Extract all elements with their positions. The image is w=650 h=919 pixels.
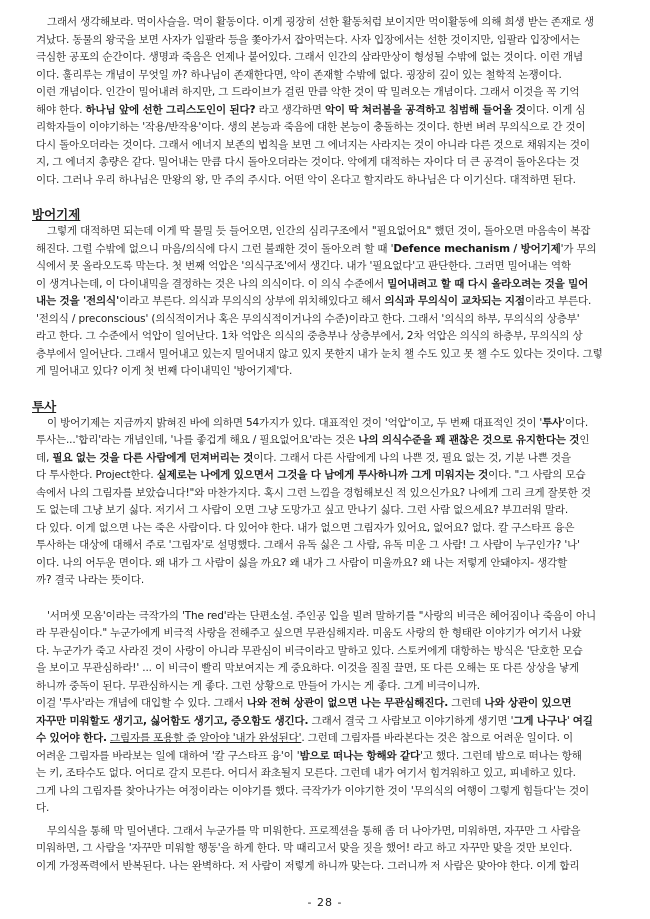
text-run: 는 키, 조타수도 없다. 어디로 갈지 모른다. 어디서 좌초될지 모른다. 그런데 내가 여기서 힘겨워하고 있고, 피네하고 있다. <box>36 767 576 779</box>
text-run: 라 무관심이다." 누군가에게 비극적 사랑을 전해주고 싶으면 무관심해지라. 미움도 사랑의 한 형태란 이야기가 여기서 나왔 <box>36 627 582 639</box>
text-run: 도 없는데 그냥 보기 싫다. 저기서 그 사람이 오면 그냥 도망가고 싶고 만나기 싫다. 그런 사람 없으세요? 부끄러워 말라. <box>36 504 569 516</box>
text-line <box>36 485 620 503</box>
text-line <box>36 783 620 801</box>
text-line <box>36 432 620 450</box>
text-run: 투사는...'합리'라는 개념인데, '나를 좋겁게 해요 / 필요없어요'라는 것은 <box>36 434 359 446</box>
text-line <box>36 346 620 364</box>
text-run: 해진다. 그럴 수밖에 없으니 마음/의식에 다시 그런 불쾌한 것이 돌아오려 할 때 ' <box>36 242 394 255</box>
text-run: 투사하는 대상에 대해서 주로 '그림자'로 설명했다. 그래서 유독 싫은 그 사람, 유독 미운 그 사람! 그 사람이 누구인가? '나' <box>36 539 580 551</box>
text-run: 라고 생각하면 <box>255 103 325 116</box>
text-run: 다시 돌아오더라는 것이다. 그래서 에너지 보존의 법칙을 보면 그 에너지는 사라지는 것이 아니라 다른 것으로 채워지는 것이 <box>36 138 590 151</box>
text-run: 이 방어기제는 지금까지 밝혀진 바에 의하면 54가지가 있다. 대표적인 것이 '억압'이고, 두 번째 대표적인 것이 ' <box>47 416 543 429</box>
text-run: 이다. 이게 심 <box>525 103 586 116</box>
text-line <box>36 415 620 433</box>
paragraph-predation <box>36 14 620 189</box>
bold-text-run: 내는 것을 '전의식' <box>36 295 120 307</box>
text-line <box>36 520 620 538</box>
text-line <box>36 102 620 120</box>
text-line <box>36 172 620 190</box>
section-heading-defense-mechanism: 방어기제 <box>32 207 81 222</box>
text-line <box>36 823 620 841</box>
text-run: '서머셋 모옴'이라는 극작가의 'The red'라는 단편소설. 주인공 입을 빌려 말하기를 "사랑의 비극은 헤어짐이나 죽음이 아니 <box>47 609 596 622</box>
text-run: 미워하면, 그 사람을 '자꾸만 미워할 행동'을 하게 한다. 막 때리고서 맞을 짓을 했어! 라고 하고 자꾸만 맞을 것만 보인다. <box>36 842 573 854</box>
text-line <box>36 748 620 766</box>
text-line <box>36 800 620 818</box>
text-run: 이다. 그래서 다른 사람에게 나의 나쁜 것, 필요 없는 것, 기분 나쁜 것을 <box>253 451 571 464</box>
text-line <box>36 467 620 485</box>
page-number: - 28 - <box>307 896 343 909</box>
text-run: 해야 한다. <box>36 103 86 116</box>
text-line <box>36 643 620 661</box>
paragraph-defense-mechanism <box>36 223 620 381</box>
text-line <box>36 765 620 783</box>
text-line <box>36 713 620 731</box>
bold-text-run: 실제로는 나에게 있으면서 그것을 다 남에게 투사하니까 그게 미워지는 것 <box>156 469 489 481</box>
underlined-text-run: 그림자를 포용할 줄 알아야 '내가 완성된다' <box>110 732 302 744</box>
text-run: 이다. 훌리루는 개념이 무엇일 까? 하나님이 존재한다면, 악이 존재할 수밖에 없다. 굉장히 깊이 있는 철학적 논쟁이다. <box>36 68 562 81</box>
section-heading-projection: 투사 <box>32 398 57 414</box>
text-line <box>36 119 620 137</box>
text-run: 까? 결국 나라는 뜻이다. <box>36 574 145 586</box>
bold-text-run: 나와 상관이 있으면 <box>484 697 572 709</box>
text-line <box>36 223 620 241</box>
text-line <box>36 311 620 329</box>
text-run: 이다. 나의 어두운 면이다. 왜 내가 그 사람이 싫을 까요? 왜 내가 그 사람이 미울까요? 왜 나는 저렇게 안돼야지- 생각할 <box>36 556 568 569</box>
text-run: '고 했다. 그런데 밤으로 떠나는 항해 <box>420 749 582 762</box>
bold-text-run: 밀어내려고 할 때 다시 올라오려는 것을 밀어 <box>387 277 589 290</box>
text-line <box>36 840 620 858</box>
bold-text-run: 하나님 앞에 선한 그리스도인이 된다? <box>85 103 256 116</box>
bold-text-run: 필요 없는 것을 다른 사람에게 던져버리는 것 <box>52 451 254 464</box>
text-line <box>36 660 620 678</box>
text-run: '전의식 / preconscious' (의식적이거나 혹은 무의식적이거나의 수준)이라고 한다. 그래서 '의식의 하부, 무의식의 상층부' <box>36 312 580 325</box>
text-run: 이다. 그러나 우리 하나님은 만왕의 왕, 만 주의 주시다. 어떤 악이 온다고 할지라도 하나님은 다 이기신다. 대적하면 된다. <box>36 173 576 186</box>
text-line <box>36 67 620 85</box>
text-line <box>36 258 620 276</box>
text-run: 겨났다. 동물의 왕국을 보면 사자가 임팔라 등을 쫓아가서 잡아먹는다. 사자 입장에서는 선한 것이지만, 임팔라 입장에서는 <box>36 33 580 46</box>
text-run: 이라고 부른다. <box>524 295 592 307</box>
text-run: 어려운 그림자를 바라보는 일에 대하여 '칼 구스타프 융'이 ' <box>36 749 300 762</box>
bold-text-run: 여길 <box>572 714 593 727</box>
text-run: . 그런데 그림자를 바라본다는 것은 참으로 어려운 일이다. 이 <box>301 732 574 744</box>
bold-text-run: 투사 <box>542 416 563 429</box>
text-line <box>36 328 620 346</box>
bold-text-run: 악이 딱 쳐러봄을 공격하고 침범해 들어올 것 <box>324 103 526 116</box>
text-run: 이 생겨나는데, 이 다이내믹을 결정하는 것은 나의 의식이다. 이 의식 수준에서 <box>36 277 388 290</box>
text-line <box>36 537 620 555</box>
text-line <box>36 678 620 696</box>
text-line <box>36 730 620 748</box>
text-run: 이라고 부른다. 의식과 무의식의 상부에 위치해있다고 해서 <box>119 295 385 307</box>
text-run: 라고 한다. 그 수준에서 억압이 일어난다. 1차 억압은 의식의 중층부나 상층부에서, 2차 억압은 의식의 하층부, 무의식의 상 <box>36 330 583 342</box>
text-line <box>36 363 620 381</box>
text-run: '가 무의 <box>560 242 597 255</box>
text-line <box>36 154 620 172</box>
text-line <box>36 241 620 259</box>
paragraph-somerset-maugham <box>36 608 620 818</box>
paragraph-projection <box>36 415 620 590</box>
text-run: 층부에서 일어난다. 그래서 밀어내고 있는지 밀어내지 않고 있지 못한지 내가 눈치 챌 수도 있고 못 챌 수도 있다는 것이다. 그렇 <box>36 347 603 360</box>
bold-text-run: 나의 의식수준을 꽤 괜찮은 것으로 유지한다는 것 <box>358 434 580 446</box>
text-run: 이런 개념이다. 인간이 밀어내려 하지만, 그 드라이브가 걸린 만큼 악한 것이 딱 밀려오는 개념이다. 그래서 이것을 꼭 기억 <box>36 86 580 98</box>
text-run: 이다. "그 사람의 모습 <box>488 469 586 481</box>
text-run: 하니까 중독이 된다. 무관심하시는 게 좋다. 그런 상황으로 만들어 가시는 게 좋다. 그게 비극이니까. <box>36 679 480 692</box>
text-run: 그래서 생각해보라. 먹이사슬을. 먹이 활동이다. 이게 굉장히 선한 활동처럼 보이지만 먹이활동에 의해 희생 받는 존재로 생 <box>47 16 595 28</box>
text-run: 이걸 '투사'라는 개념에 대입할 수 있다. 그래서 <box>36 697 247 709</box>
bold-text-run: 그게 나구나 <box>513 714 567 727</box>
text-run: 무의식을 통해 막 밀어낸다. 그래서 누군가를 막 미워한다. 프로젝션을 통해 좀 더 나아가면, 미워하면, 자꾸만 그 사람을 <box>47 824 581 837</box>
text-run: 인 <box>579 434 590 446</box>
text-line <box>36 14 620 32</box>
text-run: 다. <box>36 802 50 814</box>
text-line <box>36 276 620 294</box>
text-line <box>36 502 620 520</box>
text-run: 다 투사한다. Project한다. <box>36 469 157 481</box>
text-run: 다. 누군가가 죽고 사라진 것이 사랑이 아니라 무관심이 비극이라고 말하고 있다. 스토커에게 대항하는 방식은 '단호한 모습 <box>36 644 583 657</box>
text-run: 지, 그 에너지 총량은 같다. 밀어내는 만큼 다시 돌아오더라는 것이다. 악에게 대적하는 자이다 더 큰 공격이 돌아온다는 것 <box>36 156 580 168</box>
text-run: 극심한 공포의 순간이다. 생명과 죽음은 언제나 붙어있다. 그래서 인간의 삼라만상이 형성될 수밖에 없는 것이다. 이런 개념 <box>36 51 584 63</box>
text-run: 다 있다. 이게 없으면 나는 죽은 사람이다. 다 있어야 한다. 내가 없으면 그림자가 있어요, 없어요? 없다. 칼 구스타프 융은 <box>36 521 575 534</box>
text-line <box>36 858 620 876</box>
bold-text-run: 밤으로 떠나는 항해와 같다 <box>299 749 421 762</box>
text-line <box>36 137 620 155</box>
document-page <box>32 14 620 875</box>
text-line <box>36 49 620 67</box>
text-run: 게 밀어내고 있다? 이게 첫 번째 다이내믹인 '방어기제'다. <box>36 365 293 377</box>
text-run: 식에서 못 올라오도록 막는다. 첫 번째 억압은 '의식구조'에서 생긴다. 내가 '필요없다'고 판단한다. 그러면 밀어내는 역학 <box>36 260 571 272</box>
text-run: 그렇게 대적하면 되는데 이게 딱 물밀 듯 들어오면, 인간의 심리구조에서 "필요없어요" 했던 것이, 돌아오면 마음속이 복잡 <box>47 225 591 237</box>
text-run: 그래서 결국 그 사람보고 이야기하게 생기면 ' <box>308 714 514 727</box>
paragraph-unconscious-push <box>36 823 620 876</box>
text-run: 그런데 <box>448 697 485 709</box>
text-run: ' <box>566 714 573 727</box>
text-run: 속에서 나의 그림자를 보았습니다!"와 마찬가지다. 혹시 그런 느낌을 경험해보신 적 있으신가요? 나에게 그리 크게 잘못한 것 <box>36 486 591 499</box>
bold-text-run: 의식과 무의식이 교차되는 지점 <box>384 295 525 307</box>
text-line <box>36 84 620 102</box>
text-line <box>36 293 620 311</box>
bold-text-run: 수 있어야 한다. <box>36 732 107 744</box>
text-run: '이다. <box>562 416 589 429</box>
text-line <box>36 450 620 468</box>
text-line <box>36 608 620 626</box>
text-run: 을 보이고 무관심하라!' ... 이 비극이 빨리 막보여지는 게 중요하다. 이것을 질질 끌면, 또 다른 오해는 또 다른 상상을 낳게 <box>36 662 579 674</box>
bold-text-run: 자꾸만 미워할도 생기고, 싫어함도 생기고, 증오함도 생긴다. <box>36 714 309 727</box>
text-run: 데, <box>36 451 53 464</box>
text-line <box>36 695 620 713</box>
text-line <box>36 32 620 50</box>
bold-text-run: 나와 전혀 상관이 없으면 나는 무관심해진다. <box>246 697 449 709</box>
text-line <box>36 625 620 643</box>
text-run: 이게 가정폭력에서 반복된다. 나는 완벽하다. 저 사람이 저렇게 하니까 맞는다. 그러니까 저 사람은 맞아야 한다. 이게 합리 <box>36 859 580 872</box>
text-run: 그게 나의 그림자를 찾아나가는 여정이라는 이야기를 했다. 극작가가 이야기한 것이 '무의식의 여행이 그렇게 힘들다'는 것이 <box>36 784 589 797</box>
text-line <box>36 572 620 590</box>
text-run: 리학자들이 이야기하는 '작용/반작용'이다. 생의 본능과 죽음에 대한 본능이 충돌하는 것이다. 한번 벼려 무의식으로 간 것이 <box>36 121 586 133</box>
text-line <box>36 555 620 573</box>
bold-text-run: Defence mechanism / 방어기제 <box>393 242 561 255</box>
